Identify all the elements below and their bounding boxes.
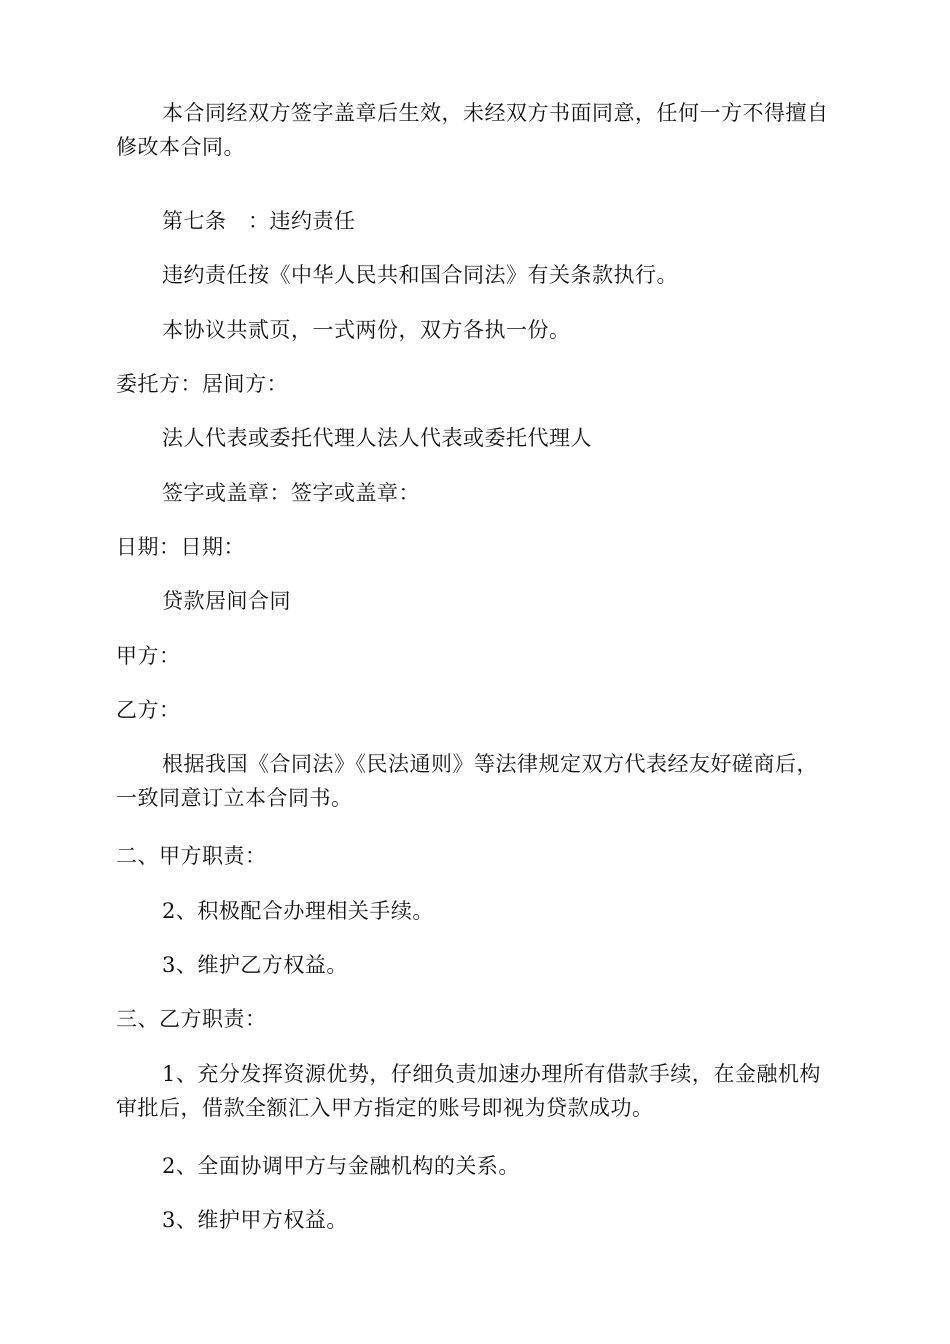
section-party-a-duties: 二、甲方职责： xyxy=(116,844,267,868)
paragraph-party-a: 甲方： xyxy=(116,644,181,668)
paragraph-representatives: 法人代表或委托代理人法人代表或委托代理人 xyxy=(162,426,592,450)
paragraph-copies: 本协议共贰页，一式两份，双方各执一份。 xyxy=(162,318,571,342)
paragraph-effectiveness: 本合同经双方签字盖章后生效，未经双方书面同意，任何一方不得擅自修改本合同。 xyxy=(116,101,829,159)
paragraph-party-b: 乙方： xyxy=(116,698,181,722)
paragraph-parties-signature-line: 委托方：居间方： xyxy=(116,372,288,396)
paragraph-breach-liability: 违约责任按《中华人民共和国合同法》有关条款执行。 xyxy=(162,263,678,287)
list-item-party-b-duty-3: 3、维护甲方权益。 xyxy=(162,1208,348,1232)
paragraph-sign-or-seal: 签字或盖章：签字或盖章： xyxy=(162,481,420,505)
document-title-loan-brokerage-contract: 贷款居间合同 xyxy=(162,589,291,613)
list-item-party-a-duty-2: 2、积极配合办理相关手续。 xyxy=(162,899,434,923)
list-item-party-b-duty-1: 1、充分发挥资源优势，仔细负责加速办理所有借款手续，在金融机构审批后，借款全额汇入甲方指定的账号即视为贷款成功。 xyxy=(116,1062,821,1120)
paragraph-dates: 日期：日期： xyxy=(116,535,245,559)
paragraph-preamble: 根据我国《合同法》《民法通则》等法律规定双方代表经友好磋商后，一致同意订立本合同书。 xyxy=(116,752,818,810)
paragraph-article-seven-heading: 第七条 ：违约责任 xyxy=(162,209,356,233)
list-item-party-a-duty-3: 3、维护乙方权益。 xyxy=(162,953,348,977)
list-item-party-b-duty-2: 2、全面协调甲方与金融机构的关系。 xyxy=(162,1154,520,1178)
section-party-b-duties: 三、乙方职责： xyxy=(116,1007,267,1031)
